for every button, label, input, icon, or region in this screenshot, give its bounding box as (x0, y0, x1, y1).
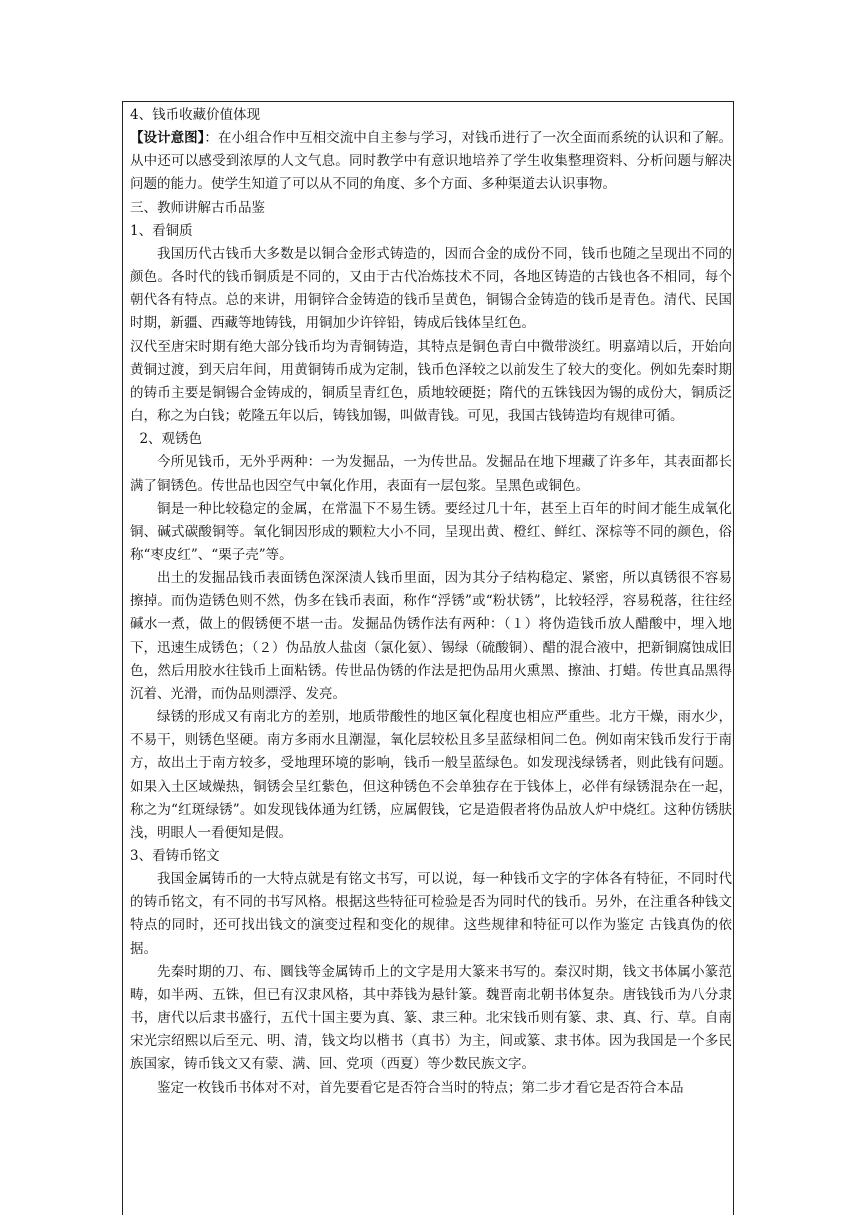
design-intent-label: 【设计意图】 (130, 130, 205, 147)
subsection-1-paragraph-1: 我国历代古钱币大多数是以铜合金形式铸造的，因而合金的成份不同，钱币也随之呈现出不同的颜色。各时代的钱币铜质是不同的，又由于古代冶炼技术不同，各地区铸造的古钱也各不相同，每个朝代各有特点。总的来讲，用铜锌合金铸造的钱币呈黄色，铜锡合金铸造的钱币是青色。清代、民国时期，新疆、西藏等地铸钱，用铜加少许锌铅，铸成后钱体呈红色。 (130, 245, 732, 332)
subsection-3-paragraph-3: 鉴定一枚钱币书体对不对，首先要看它是否符合当时的特点；第二步才看它是否符合本品 (157, 1079, 684, 1096)
subsection-3-title: 3、看铸币铭文 (130, 848, 220, 864)
subsection-2-paragraph-1: 今所见钱币，无外乎两种：一为发掘品，一为传世品。发掘品在地下埋藏了许多年，其表面都长满了铜锈色。传世品也因空气中氧化作用，表面有一层包浆。呈黑色或铜色。 (130, 454, 732, 494)
design-intent-text: ：在小组合作中互相交流中自主参与学习，对钱币进行了一次全面而系统的认识和了解。从中还可以感受到浓厚的人文气息。同时教学中有意识地培养了学生收集整理资料、分析问题与解决问题的能力。使学生知道了可以从不同的角度、多个方面、多种渠道去认识事物。 (130, 130, 733, 193)
subsection-2-title: 2、观锈色 (139, 431, 203, 448)
subsection-3-paragraph-2: 先秦时期的刀、布、圜钱等金属铸币上的文字是用大篆来书写的。秦汉时期，钱文书体属小篆范畴，如半两、五铢，但已有汉隶风格，其中莽钱为悬针篆。魏晋南北朝书体复杂。唐钱钱币为八分隶书，唐代以后隶书盛行，五代十国主要为真、篆、隶三种。北宋钱币则有篆、隶、真、行、草。自南宋光宗绍熙以后至元、明、清，钱文均以楷书（真书）为主，间或篆、隶书体。因为我国是一个多民族国家，铸币钱文又有蒙、满、回、党项（西夏）等少数民族文字。 (130, 963, 732, 1073)
subsection-1-title: 1、看铜质 (130, 222, 193, 239)
subsection-2-paragraph-3: 出土的发掘品钱币表面锈色深深渍人钱币里面，因为其分子结构稳定、紧密，所以真锈很不容易擦掉。而伪造锈色则不然，伪多在钱币表面，称作“浮锈”或“粉状锈”，比较轻浮，容易税落，往往经碱水一煮，做上的假锈便不堪一击。发掘品伪锈作法有两种：（１）将伪造钱币放人醋酸中，埋入地下，迅速生成锈色；（２）伪品放人盐卤（氯化氨）、锡绿（硫酸铜）、醋的混合液中，把新铜腐蚀成旧色，然后用胶水往钱币上面粘锈。传世品伪锈的作法是把伪品用火熏黑、擦油、打蜡。传世真品黑得沉着、光滑，而伪品则漂浮、发亮。 (130, 570, 732, 702)
design-intent-paragraph (130, 127, 732, 196)
subsection-2-paragraph-2: 铜是一种比较稳定的金属，在常温下不易生锈。要经过几十年，甚至上百年的时间才能生成氧化铜、碱式碳酸铜等。氧化铜因形成的颗粒大小不同，呈现出黄、橙红、鲜红、深棕等不同的颜色，俗称“枣皮红”、“栗子壳”等。 (130, 500, 732, 563)
subsection-3-paragraph-1: 我国金属铸币的一大特点就是有铭文书写，可以说，每一种钱币文字的字体各有特征，不同时代的铸币铭文，有不同的书写风格。根据这些特征可检验是否为同时代的钱币。另外，在注重各种钱文特点的同时，还可找出钱文的演变过程和变化的规律。这些规律和特征可以作为鉴定 古钱真伪的依据。 (130, 871, 732, 957)
section-4-title: 4、钱币收藏价值体现 (130, 107, 261, 123)
part-3-title: 三、教师讲解古币品鉴 (130, 199, 265, 216)
subsection-2-paragraph-4: 绿锈的形成又有南北方的差别，地质带酸性的地区氧化程度也相应严重些。北方干燥，雨水少，不易干，则锈色坚硬。南方多雨水且潮湿，氧化层较松且多呈蓝绿相间二色。例如南宋钱币发行于南方，故出土于南方较多，受地理环境的影响，钱币一般呈蓝绿色。如发现浅绿锈者，则此钱有问题。如果入土区域燥热，铜锈会呈红紫色，但这种锈色不会单独存在于钱体上，必伴有绿锈混杂在一起，称之为“红斑绿锈”。如发现钱体通为红锈，应属假钱，它是造假者将伪品放人炉中烧红。这种仿锈肤浅，明眼人一看便知是假。 (130, 709, 732, 841)
subsection-1-paragraph-2: 汉代至唐宋时期有绝大部分钱币均为青铜铸造，其特点是铜色青白中微带淡红。明嘉靖以后，开始向黄铜过渡，到天启年间，用黄铜铸币成为定制，钱币色泽较之以前发生了较大的变化。例如先秦时期的铸币主要是铜锡合金铸成的，铜质呈青红色，质地较硬挺；隋代的五铢钱因为锡的成份大，铜质泛白，称之为白钱；乾隆五年以后，铸钱加锡，叫做青钱。可见，我国古钱铸造均有规律可循。 (130, 338, 732, 425)
document-body (130, 104, 732, 1100)
